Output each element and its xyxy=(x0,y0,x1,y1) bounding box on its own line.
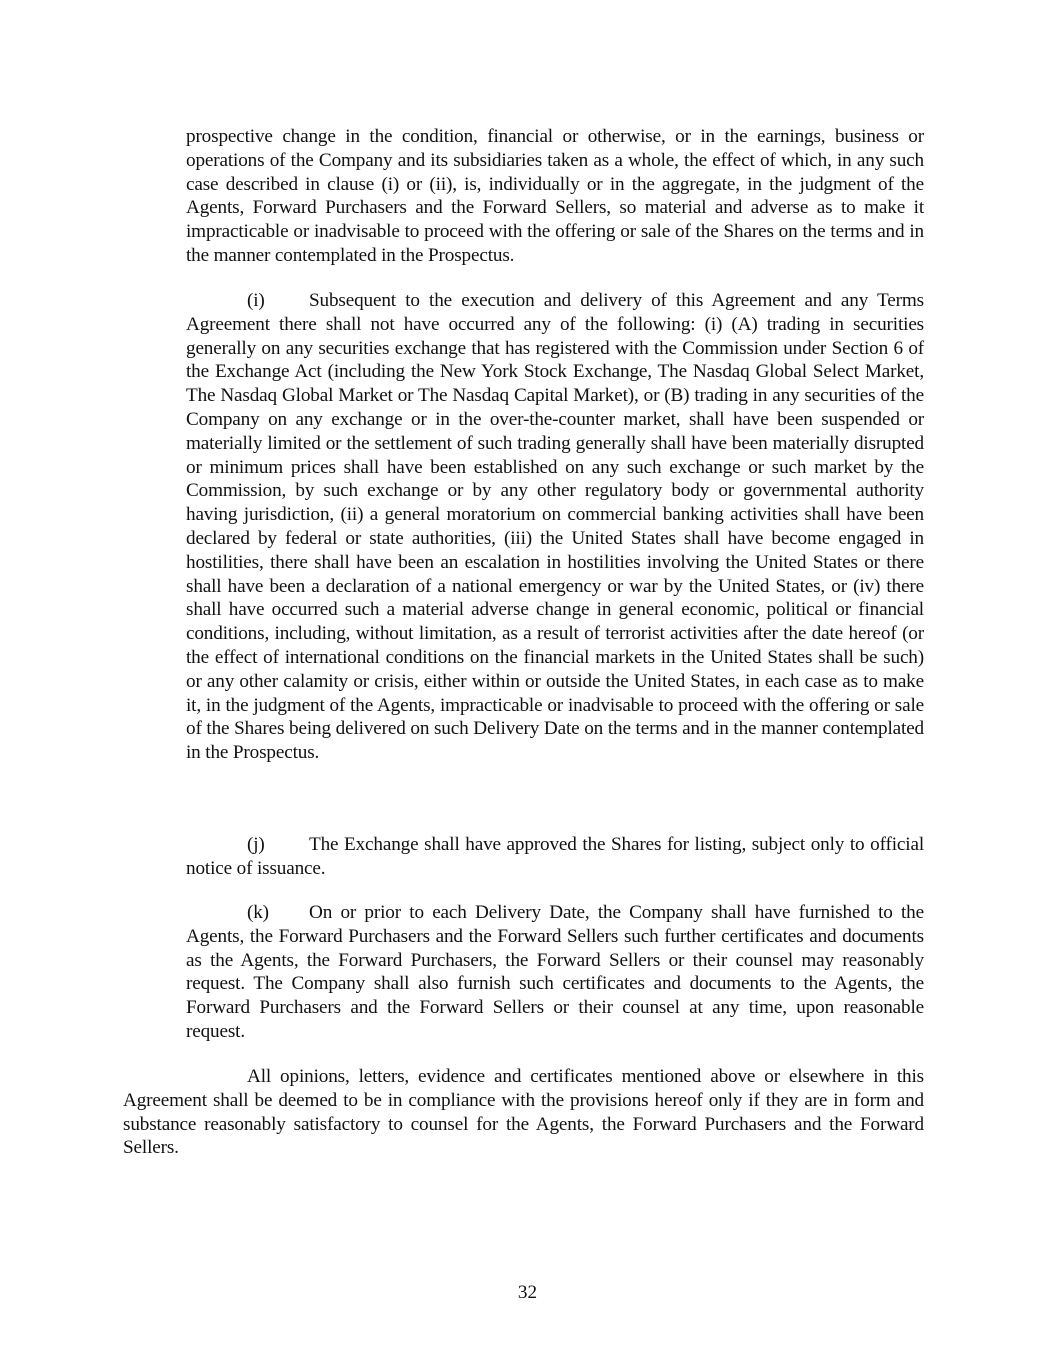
clause-label: (i) xyxy=(247,290,265,311)
paragraph-clause-i xyxy=(186,289,924,765)
clause-label: (k) xyxy=(247,902,269,923)
paragraph-clause-j xyxy=(186,833,924,881)
clause-label: (j) xyxy=(247,834,265,855)
clause-text: Subsequent to the execution and delivery of this Agreement and any Terms Agreement there shall not have occurred any of the following: (i) (A) trading in securities generally on any securities exchange that has registered with the Commission under Section 6 of the Exchange Act (including the New York Stock Exchange, The Nasdaq Global Select Market, The Nasdaq Global Market or The Nasdaq Capital Market), or (B) trading in any securities of the Company on any exchange or in the over-the-counter market, shall have been suspended or materially limited or the settlement of such trading generally shall have been materially disrupted or minimum prices shall have been established on any such exchange or such market by the Commission, by such exchange or by any other regulatory body or governmental authority having jurisdiction, (ii) a general moratorium on commercial banking activities shall have been declared by federal or state authorities, (iii) the United States shall have become engaged in hostilities, there shall have been an escalation in hostilities involving the United States or there shall have been a declaration of a national emergency or war by the United States, or (iv) there shall have occurred such a material adverse change in general economic, political or financial conditions, including, without limitation, as a result of terrorist activities after the date hereof (or the effect of international conditions on the financial markets in the United States shall be such) or any other calamity or crisis, either within or outside the United States, in each case as to make it, in the judgment of the Agents, impracticable or inadvisable to proceed with the offering or sale of the Shares being delivered on such Delivery Date on the terms and in the manner contemplated in the Prospectus. xyxy=(186,290,924,764)
paragraph-clause-k xyxy=(186,901,924,1044)
paragraph-continuation: prospective change in the condition, financial or otherwise, or in the earnings, business or operations of the Company and its subsidiaries taken as a whole, the effect of which, in any such case described in clause (i) or (ii), is, individually or in the aggregate, in the judgment of the Agents, Forward Purchasers and the Forward Sellers, so material and adverse as to make it impracticable or inadvisable to proceed with the offering or sale of the Shares on the terms and in the manner contemplated in the Prospectus. xyxy=(186,126,924,266)
closing-text: All opinions, letters, evidence and certificates mentioned above or elsewhere in this Agreement shall be deemed to be in compliance with the provisions hereof only if they are in form and substance reasonably satisfactory to counsel for the Agents, the Forward Purchasers and the Forward Sellers. xyxy=(123,1066,924,1159)
clause-text: On or prior to each Delivery Date, the Company shall have furnished to the Agents, the Forward Purchasers and the Forward Sellers such further certificates and documents as the Agents, the Forward Purchasers, the Forward Sellers or their counsel may reasonably request. The Company shall also furnish such certificates and documents to the Agents, the Forward Purchasers and the Forward Sellers or their counsel at any time, upon reasonable request. xyxy=(186,902,924,1042)
page-number: 32 xyxy=(517,1282,538,1303)
paragraph-closing xyxy=(123,1065,924,1160)
clause-text: The Exchange shall have approved the Shares for listing, subject only to official notice of issuance. xyxy=(186,834,924,879)
